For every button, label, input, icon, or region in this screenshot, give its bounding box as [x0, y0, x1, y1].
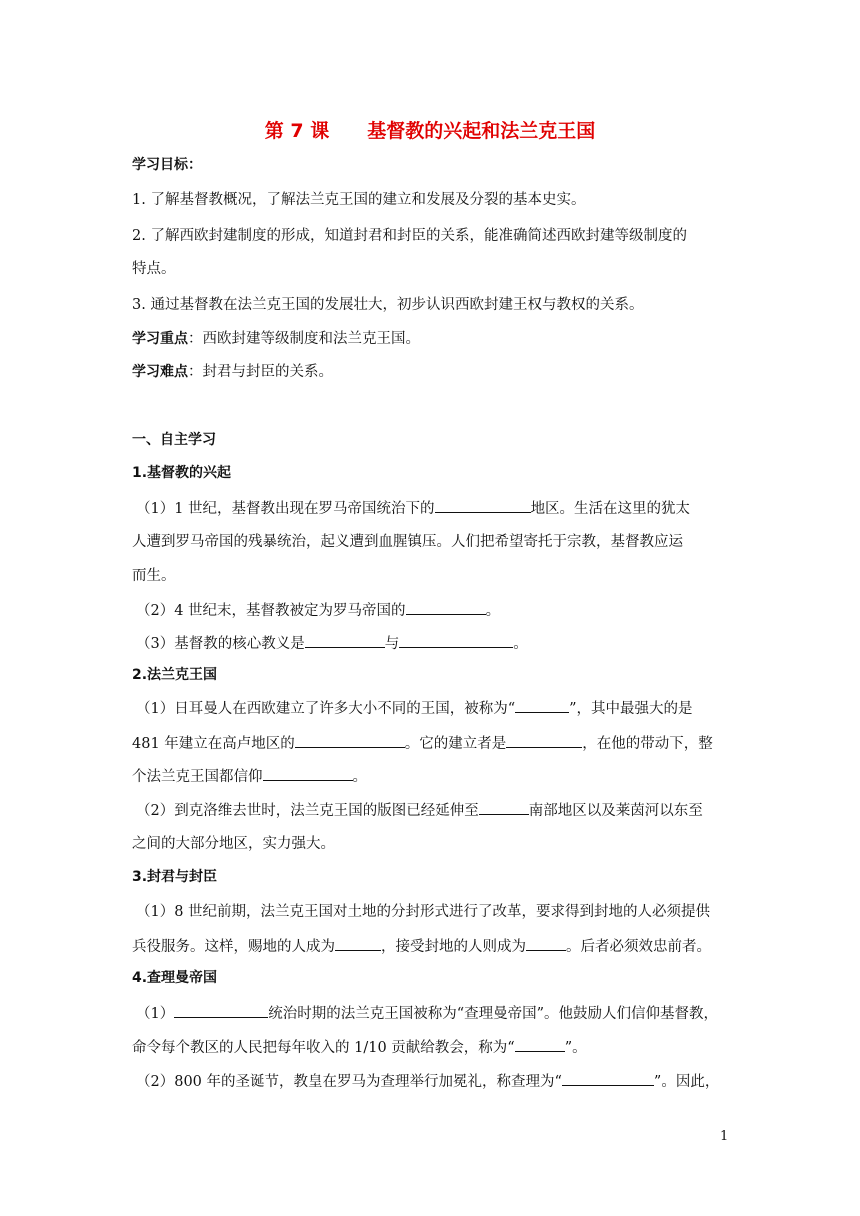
- christianity-p2: （2）4 世纪末，基督教被定为罗马帝国的 。: [136, 600, 500, 621]
- charlemagne-p2: （2）800 年的圣诞节，教皇在罗马为查理举行加冕礼，称查理为“ ”。因此，: [136, 1071, 719, 1092]
- focus-text: ：西欧封建等级制度和法兰克王国。: [188, 331, 420, 347]
- difficulty-line: [132, 362, 333, 382]
- objective-2: 2. 了解西欧封建制度的形成，知道封君和封臣的关系，能准确简述西欧封建等级制度的: [132, 228, 687, 244]
- blank-13[interactable]: [515, 1037, 565, 1052]
- frankish-p1b: 481 年建立在高卢地区的 。它的建立者是 ，在他的带动下，整: [132, 733, 713, 754]
- christianity-p1c: 而生。: [132, 568, 176, 584]
- christianity-p1: （1）1 世纪，基督教出现在罗马帝国统治下的 地区。生活在这里的犹太: [136, 498, 690, 519]
- frankish-p1c: 个法兰克王国都信仰 。: [132, 766, 367, 787]
- frankish-p2: （2）到克洛维去世时，法兰克王国的版图已经延伸至 南部地区以及莱茵河以东至: [136, 800, 703, 821]
- lord-vassal-p1: （1）8 世纪前期，法兰克王国对土地的分封形式进行了改革，要求得到封地的人必须提供: [136, 904, 711, 920]
- section-self-study-heading: 一、自主学习: [132, 432, 216, 448]
- christianity-p3: （3）基督教的核心教义是 与 。: [136, 633, 528, 654]
- charlemagne-p1: （1） 统治时期的法兰克王国被称为“查理曼帝国”。他鼓励人们信仰基督教，: [136, 1003, 718, 1024]
- frankish-p2b: 之间的大部分地区，实力强大。: [132, 836, 335, 852]
- objective-1: 1. 了解基督教概况，了解法兰克王国的建立和发展及分裂的基本史实。: [132, 192, 586, 208]
- objectives-heading: 学习目标：: [132, 157, 202, 173]
- christianity-heading: 1.基督教的兴起: [132, 465, 232, 481]
- blank-3[interactable]: [305, 633, 385, 648]
- focus-label: 学习重点: [132, 331, 188, 347]
- difficulty-label: 学习难点: [132, 364, 188, 380]
- lord-vassal-heading: 3.封君与封臣: [132, 869, 218, 885]
- blank-5[interactable]: [515, 698, 569, 713]
- christianity-p1b: 人遭到罗马帝国的残暴统治，起义遭到血腥镇压。人们把希望寄托于宗教，基督教应运: [132, 534, 683, 550]
- blank-9[interactable]: [479, 800, 529, 815]
- focus-line: [132, 329, 420, 349]
- difficulty-text: ：封君与封臣的关系。: [188, 364, 333, 380]
- charlemagne-heading: 4.查理曼帝国: [132, 970, 218, 986]
- lord-vassal-p1b: 兵役服务。这样，赐地的人成为 ，接受封地的人则成为 。后者必须效忠前者。: [132, 936, 711, 957]
- blank-8[interactable]: [263, 766, 353, 781]
- blank-1[interactable]: [435, 498, 531, 513]
- blank-6[interactable]: [295, 733, 405, 748]
- blank-7[interactable]: [506, 733, 582, 748]
- blank-12[interactable]: [174, 1003, 268, 1018]
- lesson-title: 第 7 课 基督教的兴起和法兰克王国: [264, 120, 596, 142]
- blank-2[interactable]: [406, 600, 486, 615]
- blank-11[interactable]: [526, 936, 566, 951]
- blank-10[interactable]: [335, 936, 381, 951]
- frankish-p1: （1）日耳曼人在西欧建立了许多大小不同的王国，被称为“ ”，其中最强大的是: [136, 698, 693, 719]
- frankish-heading: 2.法兰克王国: [132, 667, 218, 683]
- charlemagne-p1b: 命令每个教区的人民把每年收入的 1/10 贡献给教会，称为“ ”。: [132, 1037, 587, 1058]
- objective-2-cont: 特点。: [132, 261, 176, 277]
- page-number: 1: [720, 1129, 729, 1144]
- objective-3: 3. 通过基督教在法兰克王国的发展壮大，初步认识西欧封建王权与教权的关系。: [132, 297, 644, 313]
- blank-14[interactable]: [562, 1071, 654, 1086]
- blank-4[interactable]: [399, 633, 513, 648]
